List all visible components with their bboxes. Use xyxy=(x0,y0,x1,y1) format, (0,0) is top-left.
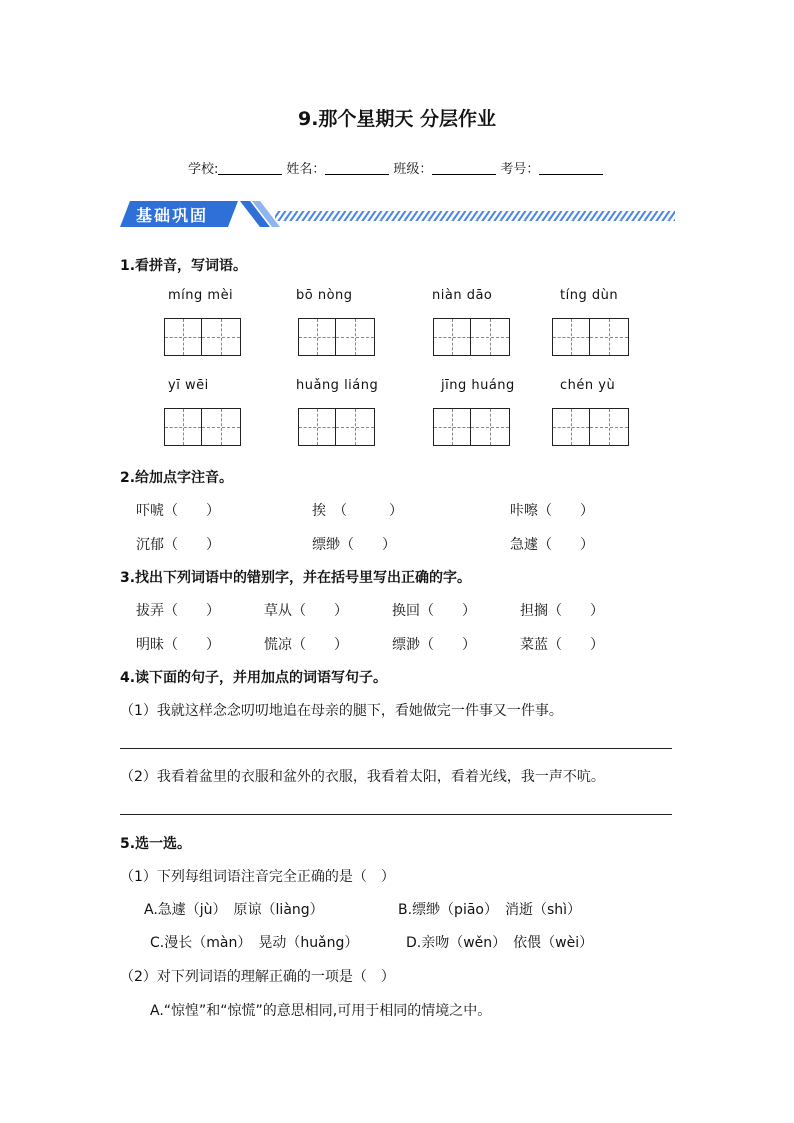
q3-item-1: 拔弄（ ） xyxy=(136,603,220,619)
q3-item-6: 慌凉（ ） xyxy=(264,637,348,653)
school-label: 学校: xyxy=(188,162,219,177)
q3-title: 3.找出下列词语中的错别字，并在括号里写出正确的字。 xyxy=(120,570,472,586)
pinyin-2: bō nòng xyxy=(296,288,353,303)
section-banner xyxy=(120,197,680,231)
q5-sub2-option-a: A.“惊惶”和“惊慌”的意思相同,可用于相同的情境之中。 xyxy=(150,1003,492,1019)
q2-item-5: 缥缈（ ） xyxy=(312,537,396,553)
q2-item-2: 挨 （ ） xyxy=(312,503,403,519)
q3-item-5: 明昧（ ） xyxy=(136,637,220,653)
writing-grid-2[interactable] xyxy=(298,318,376,356)
q2-item-4: 沉郁（ ） xyxy=(136,537,220,553)
q5-title: 5.选一选。 xyxy=(120,836,192,852)
student-info xyxy=(188,158,607,177)
q5-sub1: （1）下列每组词语注音完全正确的是（ ） xyxy=(120,869,395,885)
exam-no-label: 考号： xyxy=(500,162,540,177)
q4-answer-line-2[interactable] xyxy=(120,814,672,815)
q4-answer-line-1[interactable] xyxy=(120,748,672,749)
pinyin-3: niàn dāo xyxy=(432,288,493,303)
q5-option-b: B.缥缈（piāo） 消逝（shì） xyxy=(398,902,582,918)
q5-sub2: （2）对下列词语的理解正确的一项是（ ） xyxy=(120,969,395,985)
q5-option-a: A.急遽（jù） 原谅（liàng） xyxy=(144,902,324,918)
q1-title: 1.看拼音，写词语。 xyxy=(120,258,248,274)
pinyin-7: jīng huáng xyxy=(441,378,515,393)
q4-title: 4.读下面的句子，并用加点的词语写句子。 xyxy=(120,670,388,686)
q2-item-3: 咔嚓（ ） xyxy=(510,503,594,519)
q3-item-3: 换回（ ） xyxy=(392,603,476,619)
name-blank[interactable] xyxy=(325,162,389,175)
q3-item-8: 菜蓝（ ） xyxy=(520,637,604,653)
writing-grid-6[interactable] xyxy=(298,408,376,446)
q3-item-4: 担搁（ ） xyxy=(520,603,604,619)
name-label: 姓名： xyxy=(286,162,326,177)
writing-grid-8[interactable] xyxy=(552,408,630,446)
q2-item-1: 吓唬（ ） xyxy=(136,503,220,519)
q5-option-d: D.亲吻（wěn） 依偎（wèi） xyxy=(406,935,594,951)
q3-item-7: 缥渺（ ） xyxy=(392,637,476,653)
pinyin-6: huǎng liáng xyxy=(296,378,379,393)
writing-grid-4[interactable] xyxy=(552,318,630,356)
q3-item-2: 草从（ ） xyxy=(264,603,348,619)
class-label: 班级： xyxy=(393,162,433,177)
writing-grid-1[interactable] xyxy=(164,318,242,356)
exam-no-blank[interactable] xyxy=(539,162,603,175)
q2-title: 2.给加点字注音。 xyxy=(120,470,234,486)
pinyin-4: tíng dùn xyxy=(560,288,619,303)
writing-grid-5[interactable] xyxy=(164,408,242,446)
section-title: 基础巩固 xyxy=(136,206,209,225)
writing-grid-3[interactable] xyxy=(433,318,511,356)
q2-item-6: 急遽（ ） xyxy=(510,537,594,553)
page-title: 9.那个星期天 分层作业 xyxy=(297,108,497,130)
school-blank[interactable] xyxy=(218,162,282,175)
q4-sentence-1: （1）我就这样念念叨叨地追在母亲的腿下，看她做完一件事又一件事。 xyxy=(120,703,563,719)
pinyin-5: yī wēi xyxy=(168,378,209,393)
writing-grid-7[interactable] xyxy=(433,408,511,446)
q5-option-c: C.漫长（màn） 晃动（huǎng） xyxy=(150,935,359,951)
pinyin-1: míng mèi xyxy=(168,288,234,303)
q4-sentence-2: （2）我看着盆里的衣服和盆外的衣服，我看着太阳，看着光线，我一声不吭。 xyxy=(120,769,605,785)
class-blank[interactable] xyxy=(432,162,496,175)
pinyin-8: chén yù xyxy=(560,378,616,393)
